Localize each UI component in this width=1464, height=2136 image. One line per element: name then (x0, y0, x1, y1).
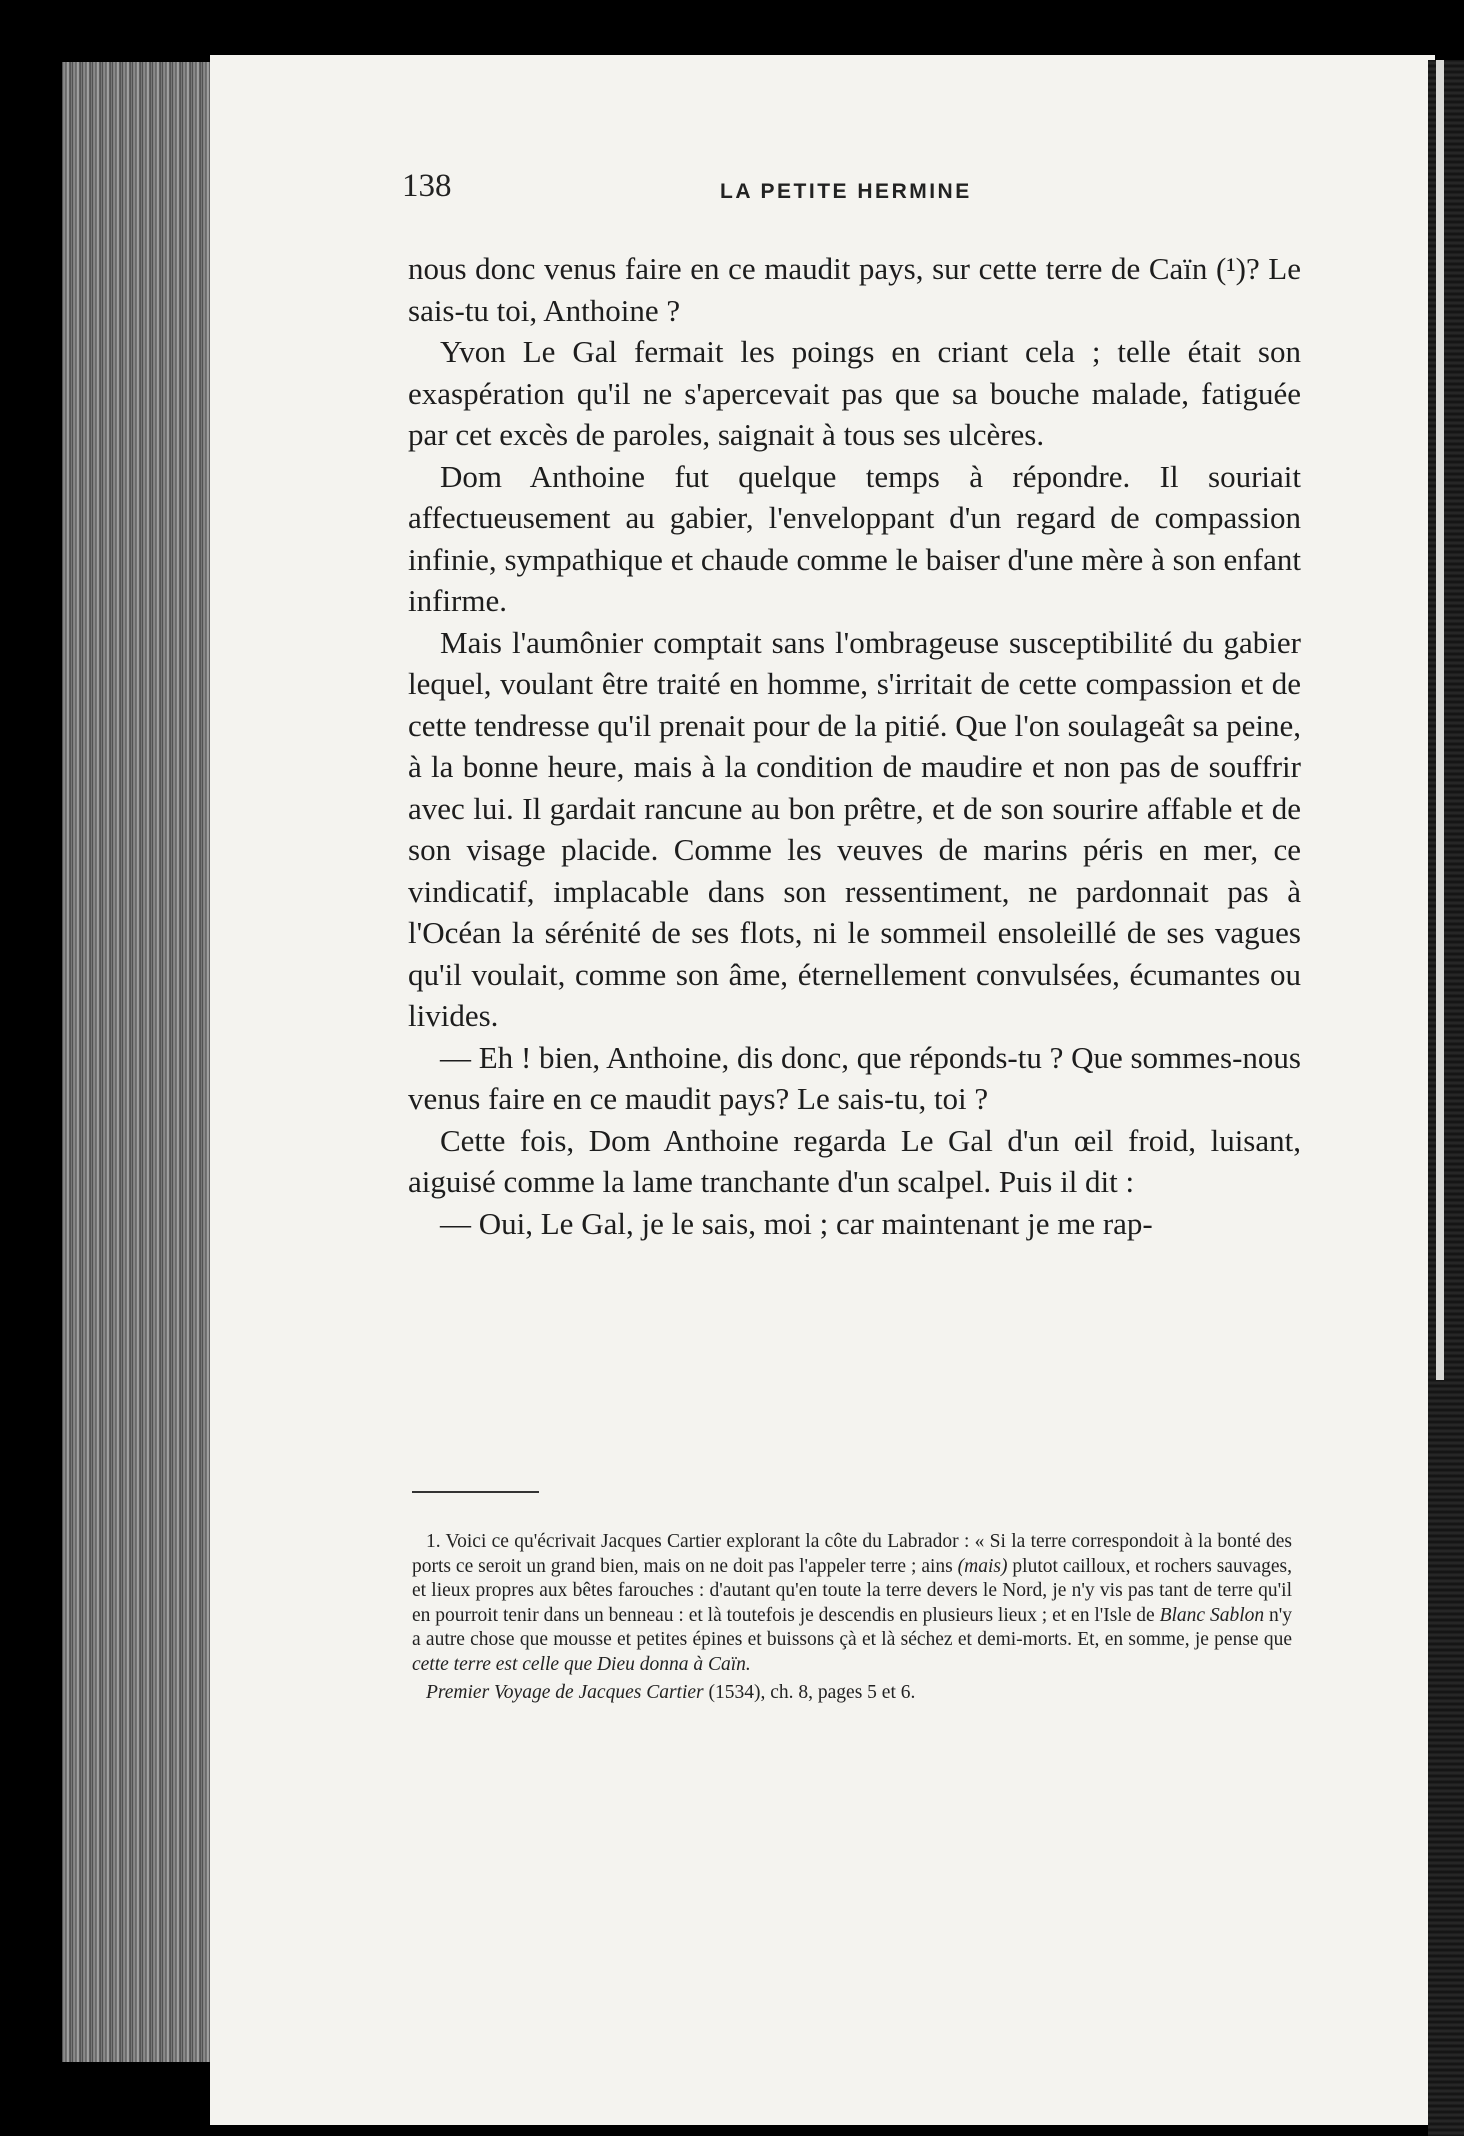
footnote-rule (412, 1491, 539, 1493)
body-text (408, 248, 1301, 1244)
paragraph: — Eh ! bien, Anthoine, dis donc, que réponds-tu ? Que sommes-nous venus faire en ce maudit pays? Le sais-tu, toi ? (408, 1039, 1301, 1116)
footnote-source (412, 1681, 1292, 1706)
footnote-mais: (mais) (957, 1555, 1008, 1577)
footnote-after-place: n'y a autre chose que mousse et petites épines et buissons çà et là séchez et demi-morts. Et, en somme, je pense que (412, 1604, 1292, 1650)
footnote-quote-end: cette terre est celle que Dieu donna à Caïn. (412, 1653, 751, 1675)
footnote-lead: 1. Voici ce qu'écrivait Jacques Cartier explorant la côte du Labrador : « Si la terre correspondoit à la bonté des ports ce seroit un grand bien, mais on ne doit pas l'appeler terre ; ains (412, 1531, 1292, 1577)
footnote-place: Blanc Sablon (1159, 1604, 1265, 1626)
facing-page-edge-light (1436, 60, 1444, 1380)
footnote-source-title: Premier Voyage de Jacques Cartier (426, 1682, 704, 1703)
paragraph: Mais l'aumônier comptait sans l'ombrageuse susceptibilité du gabier lequel, voulant être traité en homme, s'irritait de cette compassion et de cette tendresse qu'il prenait pour de la pitié. Que l'on soulageât sa peine, à la bonne heure, mais à la condition de maudire et non pas de souffrir avec lui. Il gardait rancune au bon prêtre, et de son sourire affable et de son visage placide. Comme les veuves de marins péris en mer, ce vindicatif, implacable dans son ressentiment, ne pardonnait pas à l'Océan la sérénité de ses flots, ni le sommeil ensoleillé de ses vagues qu'il voulait, comme son âme, éternellement convulsées, écumantes ou livides. (408, 624, 1301, 1033)
book-page-edges (62, 62, 222, 2062)
paragraph: nous donc venus faire en ce maudit pays, sur cette terre de Caïn (¹)? Le sais-tu toi, Anthoine ? (408, 251, 1301, 328)
paragraph: Dom Anthoine fut quelque temps à répondre. Il souriait affectueusement au gabier, l'enveloppant d'un regard de compassion infinie, sympathique et chaude comme le baiser d'une mère à son enfant infirme. (408, 458, 1301, 618)
footnote (412, 1530, 1292, 1706)
running-title: LA PETITE HERMINE (720, 180, 972, 203)
facing-page-edge (1428, 60, 1464, 2136)
paragraph: Yvon Le Gal fermait les poings en criant cela ; telle était son exaspération qu'il ne s'apercevait pas que sa bouche malade, fatiguée par cet excès de paroles, saignait à tous ses ulcères. (408, 334, 1301, 452)
page-number: 138 (402, 168, 452, 204)
paragraph: — Oui, Le Gal, je le sais, moi ; car maintenant je me rap- (440, 1205, 1153, 1241)
footnote-source-rest: (1534), ch. 8, pages 5 et 6. (703, 1682, 916, 1703)
footnote-middle: plutot cailloux, et rochers sauvages, et lieux propres aux bêtes farouches : d'autant qu'en toute la terre devers le Nord, je n'y vis pas tant de terre qu'il en pourroit tenir dans un benneau : et là toutefois je descendis en plusieurs lieux ; et en l'Isle de (412, 1555, 1292, 1626)
paragraph: Cette fois, Dom Anthoine regarda Le Gal d'un œil froid, luisant, aiguisé comme la lame tranchante d'un scalpel. Puis il dit : (408, 1122, 1301, 1199)
page-header (402, 168, 1302, 208)
footnote-text (412, 1530, 1292, 1677)
